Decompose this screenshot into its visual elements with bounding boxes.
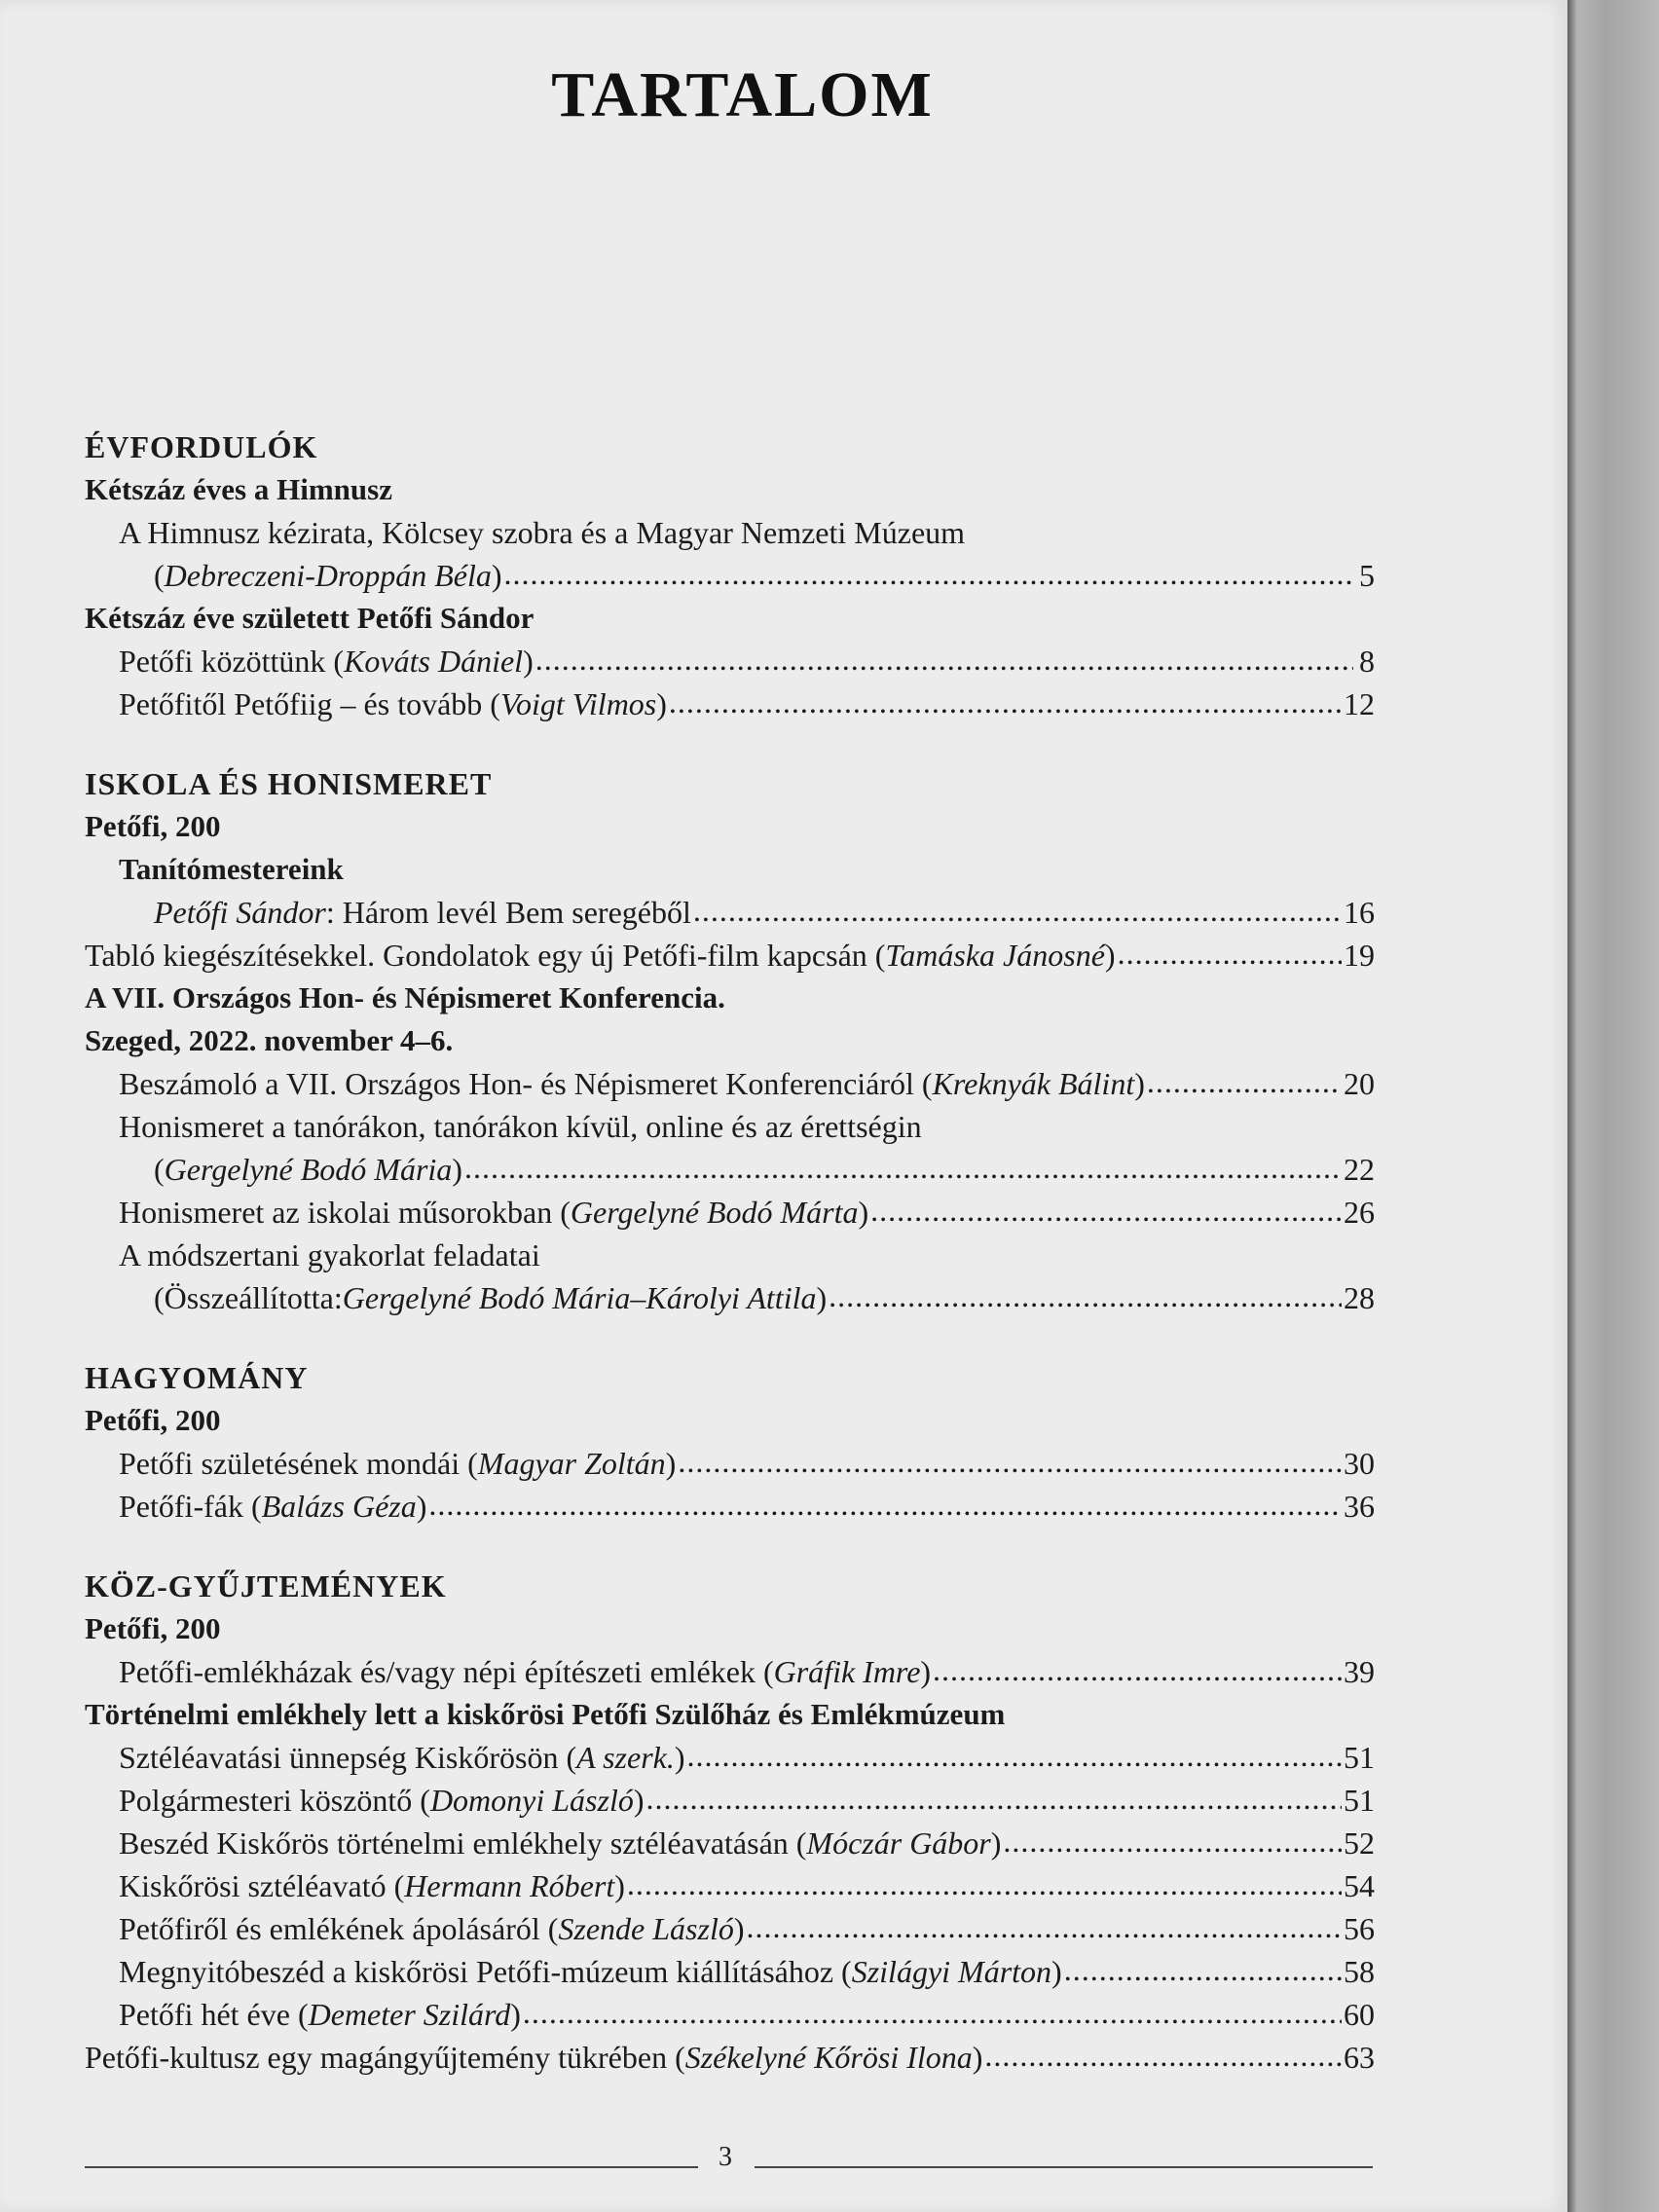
toc-text: ) [733,1911,745,1946]
toc-author: Szilágyi Márton [851,1954,1052,1989]
toc-page-number: 52 [1344,1825,1375,1861]
toc-page-number: 26 [1344,1195,1375,1230]
toc-page-number: 28 [1344,1280,1375,1315]
toc-text: ) [1104,938,1116,973]
toc-subheading [85,1019,1375,1062]
toc-entry [85,1148,1375,1191]
toc-text: : Három levél Bem seregéből [325,895,691,930]
toc-section-heading [85,1565,1375,1607]
toc-text: Petőfitől Petőfiig – és tovább ( [119,686,500,721]
toc-text: Petőfi születésének mondái ( [119,1446,478,1481]
toc-leader-dots [984,2034,1342,2077]
toc-text: Sztéléavatási ünnepség Kiskőrösön ( [119,1740,577,1775]
toc-entry [85,1234,1375,1276]
toc-page-number: 63 [1344,2040,1375,2075]
toc-text: (Összeállította: [154,1280,343,1315]
toc-subheading [85,468,1375,511]
toc-text: ) [523,644,534,679]
toc-author: Balázs Géza [261,1489,417,1524]
toc-entry [85,1191,1375,1234]
toc-leader-dots [829,1274,1342,1317]
toc-text: HAGYOMÁNY [85,1360,309,1395]
toc-text: Tabló kiegészítésekkel. Gondolatok egy új Petőfi-film kapcsán ( [85,938,886,973]
toc-entry [85,682,1375,725]
toc-page-number: 36 [1344,1489,1375,1524]
toc-leader-dots [870,1189,1342,1232]
toc-author: Demeter Szilárd [308,1997,511,2032]
toc-author: Voigt Vilmos [499,686,657,721]
toc-text: Kiskőrösi sztéléavató ( [119,1868,405,1903]
toc-text: Petőfi-kultusz egy magángyűjtemény tükrében ( [85,2040,685,2075]
toc-text: Petőfi közöttünk ( [119,644,345,679]
toc-text: ) [1134,1066,1145,1101]
toc-text: ) [674,1740,685,1775]
toc-author: Gráfik Imre [773,1654,921,1689]
toc-entry [85,1993,1375,2036]
toc-leader-dots [687,1734,1343,1777]
toc-leader-dots [933,1648,1342,1691]
toc-leader-dots [1003,1820,1342,1862]
toc-leader-dots [464,1146,1342,1189]
toc-text: A VII. Országos Hon- és Népismeret Konferencia. [85,980,725,1014]
toc-entry [85,934,1375,977]
toc-page-number: 5 [1359,558,1375,593]
toc-text: Petőfi-emlékházak és/vagy népi építészeti emlékek ( [119,1654,774,1689]
toc-leader-dots [504,552,1353,595]
toc-text: Honismeret az iskolai műsorokban ( [119,1195,571,1230]
toc-text: ) [972,2040,983,2075]
toc-author: Gergelyné Bodó Mária [164,1152,453,1187]
toc-text: Petőfi, 200 [85,1611,221,1645]
footer-rule-left [85,2166,698,2168]
footer-rule-right [755,2166,1373,2168]
toc-leader-dots [678,1440,1342,1483]
toc-text: Petőfi-fák ( [119,1489,262,1524]
toc-text: Kétszáz éve született Petőfi Sándor [85,601,535,635]
toc-page-number: 54 [1344,1868,1375,1903]
table-of-contents [85,425,1375,2079]
toc-subheading [85,1607,1375,1650]
toc-leader-dots [1064,1948,1342,1991]
toc-text: Történelmi emlékhely lett a kiskőrösi Petőfi Szülőház és Emlékmúzeum [85,1697,1006,1731]
toc-entry [85,1062,1375,1105]
toc-text: ) [614,1868,625,1903]
toc-text: ) [858,1195,869,1230]
toc-entry [85,1864,1375,1907]
toc-entry [85,1442,1375,1485]
toc-text: A módszertani gyakorlat feladatai [119,1237,540,1272]
toc-entry [85,1736,1375,1779]
toc-section-heading [85,762,1375,805]
toc-page-number: 30 [1344,1446,1375,1481]
toc-entry [85,1485,1375,1528]
toc-text: Megnyitóbeszéd a kiskőrösi Petőfi-múzeum kiállításához ( [119,1954,852,1989]
toc-leader-dots [747,1905,1343,1948]
toc-leader-dots [1147,1060,1342,1103]
toc-entry [85,511,1375,554]
toc-text: ) [416,1489,427,1524]
toc-text: KÖZ-GYŰJTEMÉNYEK [85,1568,447,1604]
toc-author: Gergelyné Bodó Márta [570,1195,859,1230]
toc-subheading [85,805,1375,848]
toc-page-number: 19 [1344,938,1375,973]
toc-author: Kreknyák Bálint [932,1066,1135,1101]
toc-text: Petőfi, 200 [85,809,221,843]
toc-text: Szeged, 2022. november 4–6. [85,1023,454,1057]
book-page-edge [1567,0,1659,2212]
toc-author: Móczár Gábor [806,1825,991,1861]
toc-author: A szerk. [576,1740,675,1775]
toc-text: ) [920,1654,932,1689]
toc-leader-dots [646,1777,1343,1820]
toc-author: Debreczeni-Droppán Béla [164,558,492,593]
toc-page-number: 16 [1344,895,1375,930]
toc-page-number: 56 [1344,1911,1375,1946]
toc-text: Beszámoló a VII. Országos Hon- és Népismeret Konferenciáról ( [119,1066,933,1101]
toc-subheading [85,977,1375,1019]
toc-entry [85,1105,1375,1148]
toc-leader-dots [669,681,1342,723]
toc-entry [85,1907,1375,1950]
toc-text: ) [990,1825,1002,1861]
toc-page-number: 51 [1344,1740,1375,1775]
toc-text: ) [1051,1954,1062,1989]
toc-page-number: 39 [1344,1654,1375,1689]
footer-page-number: 3 [719,2142,732,2172]
toc-text: ) [491,558,502,593]
toc-text: ) [633,1783,645,1818]
toc-text: Petőfi hét éve ( [119,1997,309,2032]
toc-subheading [85,597,1375,640]
toc-text: ISKOLA ÉS HONISMERET [85,766,493,801]
toc-leader-dots [535,638,1353,681]
toc-text: ( [154,1152,165,1187]
toc-page-number: 51 [1344,1783,1375,1818]
toc-text: Honismeret a tanórákon, tanórákon kívül, online és az érettségin [119,1109,922,1144]
toc-text: ) [656,686,667,721]
toc-author: Petőfi Sándor [154,895,326,930]
toc-page-number: 12 [1344,686,1375,721]
toc-author: Gergelyné Bodó Mária–Károlyi Attila [342,1280,817,1315]
toc-page-number: 58 [1344,1954,1375,1989]
toc-entry [85,640,1375,682]
toc-author: Székelyné Kőrösi Ilona [684,2040,973,2075]
toc-leader-dots [523,1991,1342,2034]
toc-text: Polgármesteri köszöntő ( [119,1783,430,1818]
toc-text: ) [510,1997,521,2032]
toc-entry [85,1822,1375,1864]
toc-text: Tanítómestereink [119,852,344,886]
toc-page-number: 60 [1344,1997,1375,2032]
toc-author: Tamáska Jánosné [885,938,1105,973]
toc-page-number: 20 [1344,1066,1375,1101]
toc-subheading [85,1399,1375,1442]
toc-text: Petőfi, 200 [85,1403,221,1437]
toc-text: A Himnusz kézirata, Kölcsey szobra és a Magyar Nemzeti Múzeum [119,515,966,550]
toc-author: Magyar Zoltán [477,1446,666,1481]
toc-text: Petőfiről és emlékének ápolásáról ( [119,1911,559,1946]
toc-text: ) [665,1446,677,1481]
toc-author: Szende László [558,1911,734,1946]
toc-author: Domonyi László [429,1783,634,1818]
toc-entry [85,2036,1375,2079]
toc-section-heading [85,425,1375,468]
toc-text: ) [816,1280,828,1315]
toc-leader-dots [627,1862,1342,1905]
toc-page-number: 22 [1344,1152,1375,1187]
toc-entry [85,891,1375,934]
toc-entry [85,1276,1375,1319]
toc-text: Kétszáz éves a Himnusz [85,472,392,506]
toc-leader-dots [428,1483,1342,1526]
toc-author: Hermann Róbert [404,1868,615,1903]
toc-author: Kováts Dániel [344,644,524,679]
toc-entry [85,1779,1375,1822]
toc-subheading [85,848,1375,891]
toc-section-heading [85,1356,1375,1399]
toc-page-number: 8 [1359,644,1375,679]
toc-text: ( [154,558,165,593]
toc-entry [85,1950,1375,1993]
toc-entry [85,554,1375,597]
toc-text: ÉVFORDULÓK [85,429,318,464]
toc-subheading [85,1693,1375,1736]
toc-entry [85,1650,1375,1693]
toc-text: ) [452,1152,462,1187]
toc-leader-dots [693,889,1342,932]
page-title: TARTALOM [551,59,934,130]
toc-text: Beszéd Kiskőrös történelmi emlékhely sztéléavatásán ( [119,1825,807,1861]
toc-leader-dots [1118,932,1342,975]
